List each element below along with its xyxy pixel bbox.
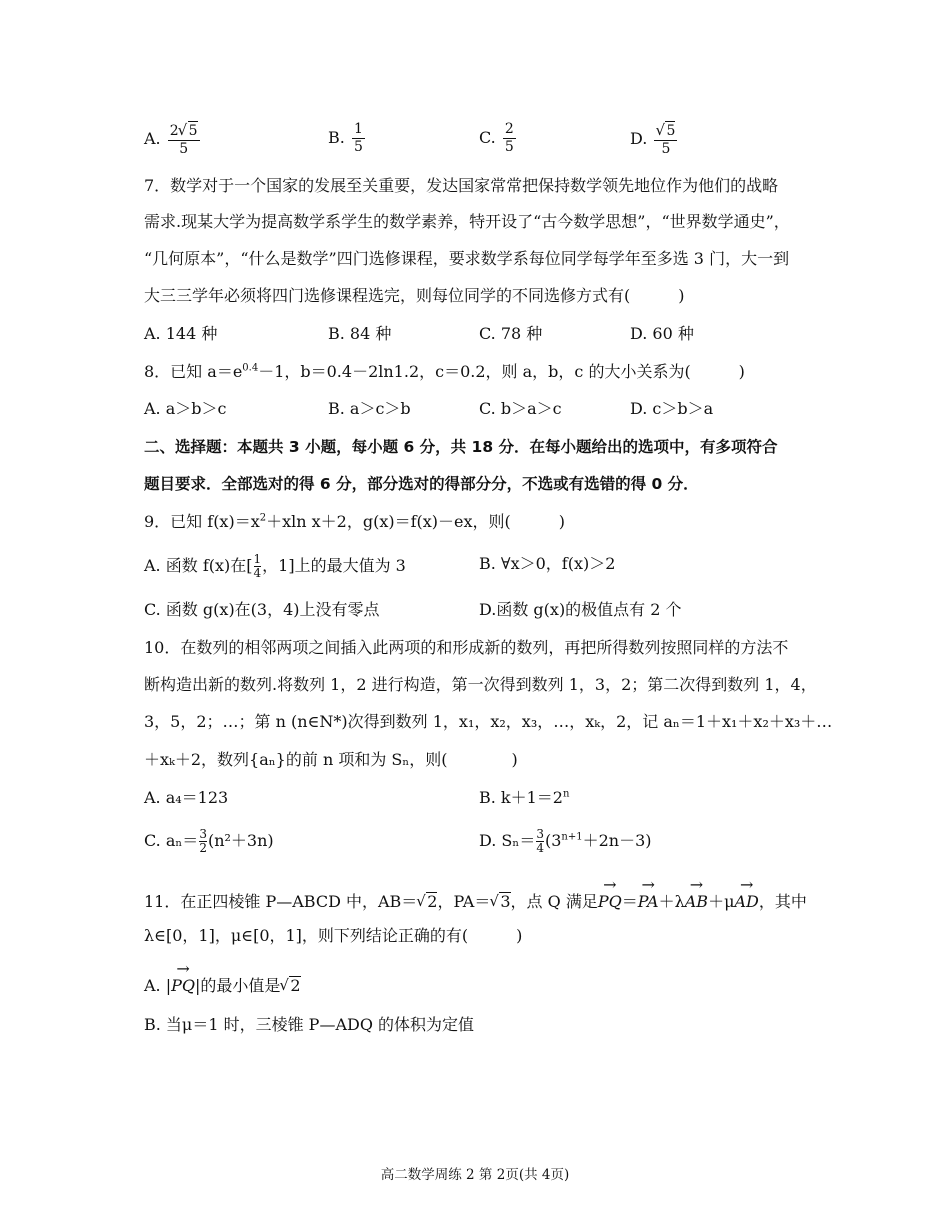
q9-option-b: B. ∀x＞0，f(x)＞2 (479, 554, 616, 573)
q7-line-1: 7．数学对于一个国家的发展至关重要，发达国家常常把保持数学领先地位作为他们的战略 (144, 176, 779, 195)
section2-heading-line-1: 二、选择题：本题共 3 小题，每小题 6 分，共 18 分．在每小题给出的选项中，有多项符合 (144, 438, 778, 456)
q8-option-a: A. a＞b＞c (144, 399, 227, 418)
q8-option-d: D. c＞b＞a (630, 399, 714, 418)
q11-stem-line-1: 11．在正四棱锥 P—ABCD 中，AB＝√ 2，PA＝√ 3，点 Q 满足→ PQ＝→ PA＋λ→ AB＋μ→ AD，其中 (144, 891, 807, 913)
q10-option-c: C. aₙ＝ $\frac{3}{2}(n^2+3n)$ (144, 827, 274, 855)
q6-option-d: D. √ $\frac{5}{5}$ (630, 121, 679, 158)
q10-line-1: 10．在数列的相邻两项之间插入此两项的和形成新的数列，再把所得数列按照同样的方法不 (144, 638, 789, 657)
q8-stem: 8．已知 $a=e^{0.4}-1$，b＝0.4－2ln1.2，c＝0.2，则 a，b，c 的大小关系为( ) (144, 362, 745, 381)
q7-option-c: C. 78 种 (479, 324, 543, 343)
q7-option-d: D. 60 种 (630, 324, 694, 343)
q10-option-a: A. a₄＝123 (144, 788, 229, 807)
q11-option-a: A. |→ PQ|的最小值是√ 2 (144, 975, 301, 997)
q10-line-3: 3，5，2；…；第 n (n∈N*)次得到数列 1，x₁，x₂，x₃，…，xₖ，2，记 aₙ＝1＋x₁＋x₂＋x₃＋… (144, 712, 833, 731)
q6-option-c: C. $\frac{2}{5}$ (479, 121, 514, 155)
q8-option-b: B. a＞c＞b (328, 399, 411, 418)
q7-option-a: A. 144 种 (144, 324, 218, 343)
q11-option-b: B. 当μ＝1 时，三棱锥 P—ADQ 的体积为定值 (144, 1015, 475, 1034)
q9-option-d: D.函数 g(x)的极值点有 2 个 (479, 600, 682, 619)
q10-line-4: ＋xₖ＋2，数列{aₙ}的前 n 项和为 Sₙ，则( ) (144, 750, 518, 769)
q8-option-c: C. b＞a＞c (479, 399, 562, 418)
q6-option-a: A. $\frac{2√ 5}{5}$ (144, 121, 202, 158)
q11-stem-line-2: λ∈[0，1]，μ∈[0，1]，则下列结论正确的有( ) (144, 926, 523, 945)
q10-line-2: 断构造出新的数列.将数列 1，2 进行构造，第一次得到数列 1，3，2；第二次得到数列 1，4， (144, 675, 817, 694)
q9-stem: 9．已知 $f(x)=x^2+xln$ x＋2，g(x)＝f(x)－ex，则( ) (144, 512, 566, 531)
q10-option-b: B. $k+1=2^n$ (479, 788, 570, 807)
q7-line-2: 需求.现某大学为提高数学系学生的数学素养，特开设了“古今数学思想”，“世界数学通史”， (144, 212, 790, 231)
q7-line-4: 大三三学年必须将四门选修课程选完，则每位同学的不同选修方式有( ) (144, 286, 685, 305)
section2-heading-line-2: 题目要求．全部选对的得 6 分，部分选对的得部分分，不选或有选错的得 0 分． (144, 475, 699, 493)
page-footer: 高二数学周练 2 第 2页(共 4页) (380, 1167, 570, 1183)
q6-option-b: B. $\frac{1}{5}$ (328, 121, 363, 155)
q7-line-3: “几何原本”，“什么是数学”四门选修课程，要求数学系每位同学每学年至多选 3 门，大一到 (144, 249, 790, 268)
q10-option-d: D. Sₙ＝ $\frac{3}{4}(3^{n+1}+2n-3)$ (479, 827, 652, 855)
q9-option-a: A. 函数 f(x)在[ $\frac{1}{4}$，1]上的最大值为 3 (144, 552, 406, 580)
q7-option-b: B. 84 种 (328, 324, 392, 343)
q9-option-c: C. 函数 g(x)在(3，4)上没有零点 (144, 600, 380, 619)
